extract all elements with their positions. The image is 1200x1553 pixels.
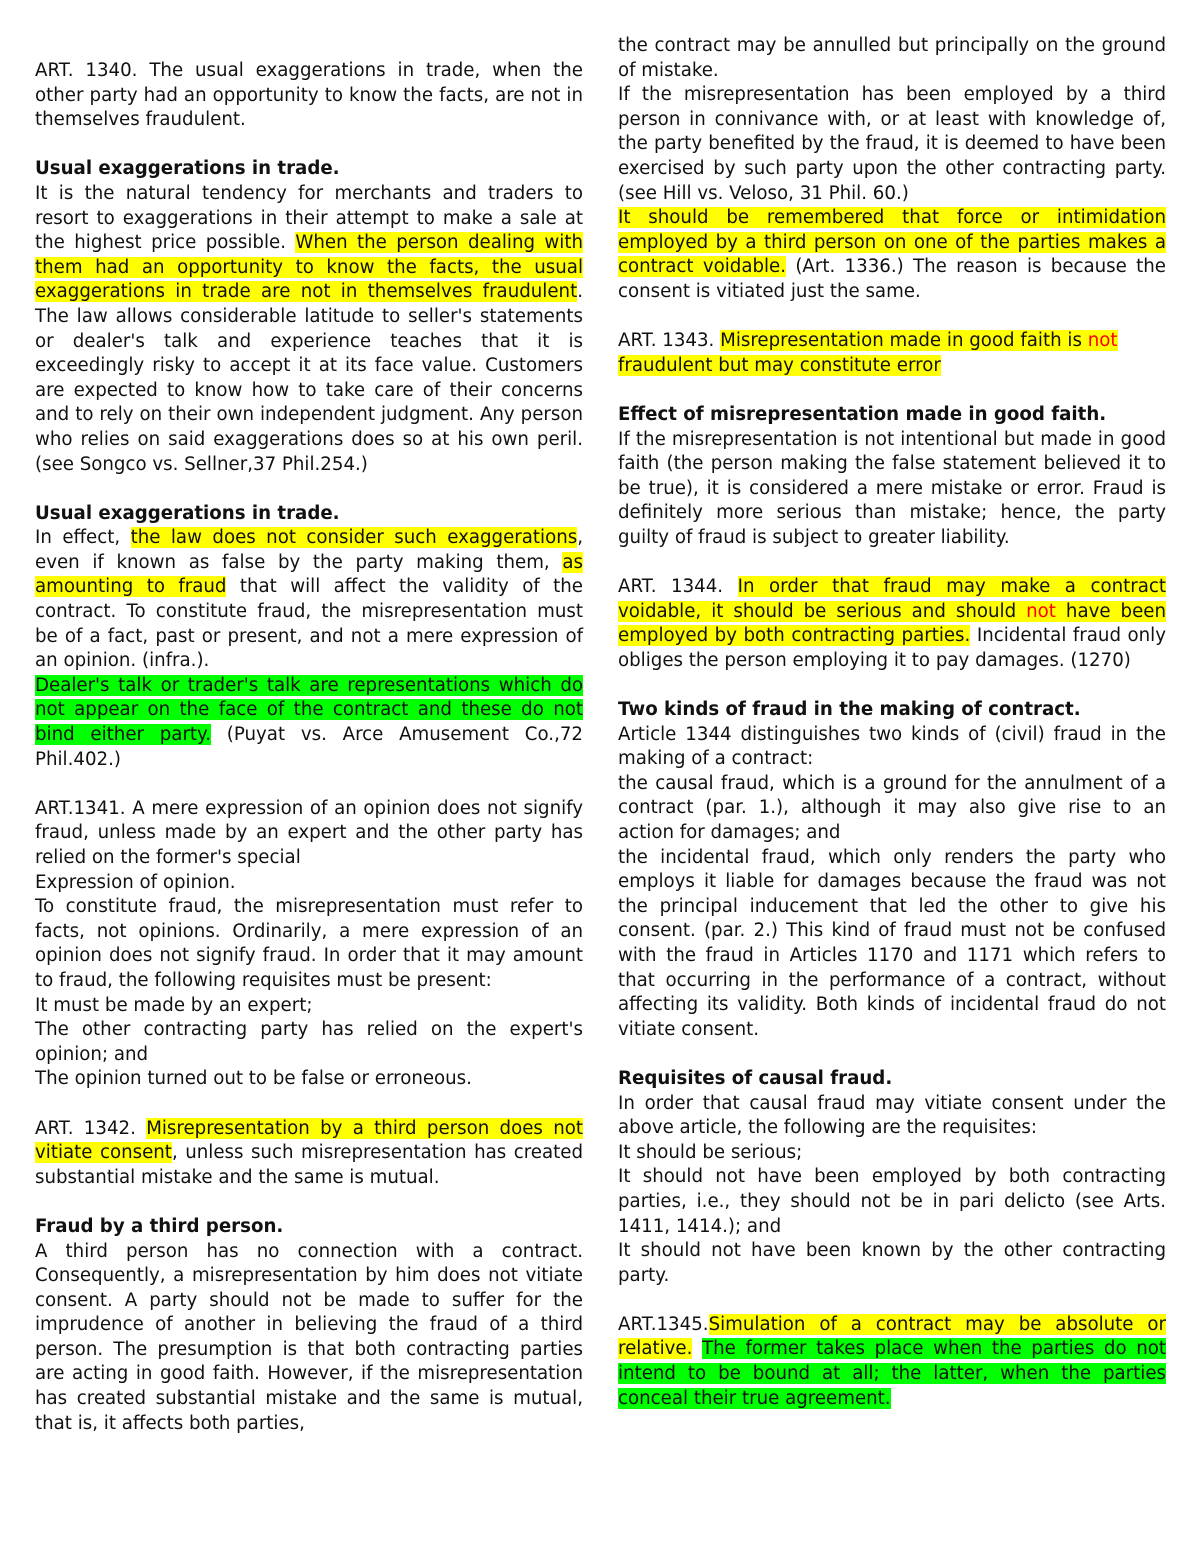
requisite-item: The other contracting party has relied on the expert's opinion; and (35, 1019, 583, 1065)
art-1345-text (618, 1313, 1166, 1411)
yellow-highlight: Misrepresentation made in good faith is (720, 330, 1088, 352)
text-run: It is the natural tendency for merchants and traders to resort to exaggerations in their attempt to make a sale at the highest price possible. (35, 182, 583, 254)
paragraph-force-intimidation (618, 206, 1166, 304)
heading-effect-good-faith: Effect of misrepresentation made in good faith. (618, 403, 1107, 425)
yellow-highlight: Simulation of a contract may be absolute or relative. (618, 1313, 1166, 1360)
heading-fraud-by-third-person: Fraud by a third person. (35, 1215, 284, 1237)
text-run: , unless such misrepresentation has created substantial mistake and the same is mutual. (35, 1142, 583, 1188)
text-run (692, 1338, 702, 1359)
paragraph-third-person: A third person has no connection with a contract. Consequently, a misrepresentation by him does not vitiate consent. A party should not be made to suffer for the imprudence of another in believing the fraud of a third person. The presumption is that both contracting parties are acting in good faith. However, if the misrepresentation has created substantial mistake and the same is mutual, that is, it affects both parties, (35, 1240, 583, 1434)
green-highlight: Dealer's talk or trader's talk are representations which do not appear on the face of the contract and these do not bind either party. (35, 674, 583, 746)
paragraph-constitute-fraud: To constitute fraud, the misrepresentation must refer to facts, not opinions. Ordinarily, a mere expression of an opinion does not signify fraud. In order that it may amount to fraud, the following requisites must be present: (35, 896, 583, 991)
requisite-item: It should be serious; (618, 1141, 803, 1163)
paragraph-dealers-talk (35, 674, 583, 772)
art-1340-text: ART. 1340. The usual exaggerations in trade, when the other party had an opportunity to know the facts, are not in themselves fraudulent. (35, 60, 583, 131)
red-emphasis: not (1087, 330, 1118, 352)
text-run: (Art. 1336.) The reason is because the consent is vitiated just the same. (618, 256, 1166, 302)
right-column (618, 0, 1166, 1411)
yellow-highlight: the law does not consider such exaggerations (130, 527, 578, 549)
requisite-item: It must be made by an expert; (35, 994, 313, 1016)
text-run: ART. 1342. (35, 1117, 147, 1139)
yellow-highlight: In order that fraud may make a contract voidable, it should be serious and should (618, 576, 1166, 622)
heading-requisites-causal-fraud: Requisites of causal fraud. (618, 1067, 893, 1089)
heading-usual-exaggerations: Usual exaggerations in trade. (35, 158, 340, 180)
text-run: . The law allows considerable latitude to seller's statements or dealer's talk and experience teaches that it is exceedingly risky to accept it at its face value. Customers are expected to know how to take care of their concerns and to rely on their own independent judgment. Any person who relies on said exaggerations does so at his own peril. (see Songco vs. Sellner,37 Phil.254.) (35, 281, 583, 475)
paragraph-connivance: If the misrepresentation has been employed by a third person in connivance with, or at least with knowledge of, the party benefited by the fraud, it is deemed to have been exercised by such party upon the other contracting party. (see Hill vs. Veloso, 31 Phil. 60.) (618, 84, 1166, 204)
text-run: Incidental fraud only obliges the person employing it to pay damages. (1270) (618, 625, 1166, 671)
yellow-highlight: have been employed by both contracting parties. (618, 600, 1166, 647)
art-1341-text: ART.1341. A mere expression of an opinion does not signify fraud, unless made by an expert and the other party has relied on the former's special (35, 797, 583, 868)
paragraph-natural-tendency (35, 182, 583, 477)
heading-usual-exaggerations-2: Usual exaggerations in trade. (35, 502, 340, 524)
requisite-item: It should not have been known by the other contracting party. (618, 1240, 1166, 1286)
text-run: (Puyat vs. Arce Amusement Co.,72 Phil.402.) (35, 724, 583, 770)
text-run: In effect, (35, 527, 131, 549)
yellow-highlight: It should be remembered that force or intimidation employed by a third person on one of the parties makes a contract voidable. (618, 207, 1166, 278)
yellow-highlight: as amounting to fraud (35, 551, 583, 598)
yellow-highlight: fraudulent but may constitute error (618, 354, 941, 376)
red-emphasis: not (1026, 600, 1056, 622)
art-1342-text (35, 1117, 583, 1191)
green-highlight: The former takes place when the parties do not intend to be bound at all; the latter, when the parties conceal their true agreement. (618, 1338, 1166, 1409)
yellow-highlight: When the person dealing with them had an opportunity to know the facts, the usual exaggerations in trade are not in themselves fraudulent (35, 232, 583, 303)
left-column (35, 0, 583, 1436)
yellow-highlight: Misrepresentation by a third person does not vitiate consent (35, 1117, 583, 1164)
requisite-item: It should not have been employed by both contracting parties, i.e., they should not be in pari delicto (see Arts. 1411, 1414.); and (618, 1166, 1166, 1237)
requisite-item: The opinion turned out to be false or erroneous. (35, 1068, 472, 1090)
paragraph-good-faith: If the misrepresentation is not intentional but made in good faith (the person making the false statement believed it to be true), it is considered a mere mistake or error. Fraud is definitely more serious than mistake; hence, the party guilty of fraud is subject to greater liability. (618, 428, 1166, 548)
art-1344-text (618, 575, 1166, 673)
art-1343-text (618, 329, 1166, 378)
paragraph-annulled: the contract may be annulled but principally on the ground of mistake. (618, 35, 1166, 81)
paragraph-article-1344: Article 1344 distinguishes two kinds of (civil) fraud in the making of a contract: (618, 723, 1166, 770)
text-run: ART.1345. (618, 1313, 709, 1335)
subheading-expression-of-opinion: Expression of opinion. (35, 871, 236, 893)
text-run: ART. 1343. (618, 330, 721, 352)
text-run: that will affect the validity of the contract. To constitute fraud, the misrepresentation must be of a fact, past or present, and not a mere expression of an opinion. (infra.). (35, 576, 583, 672)
text-run: ART. 1344. (618, 576, 738, 598)
paragraph-requisites-intro: In order that causal fraud may vitiate consent under the above article, the following are the requisites: (618, 1092, 1166, 1139)
text-run: , even if known as false by the party making them, (35, 527, 583, 573)
paragraph-incidental-fraud: the incidental fraud, which only renders the party who employs it liable for damages because the fraud was not the principal inducement that led the other to give his consent. (par. 2.) This kind of fraud must not be confused with the fraud in Articles 1170 and 1171 which refers to that occurring in the performance of a contract, without affecting its validity. Both kinds of incidental fraud do not vitiate consent. (618, 846, 1166, 1040)
paragraph-in-effect (35, 526, 583, 674)
heading-two-kinds-of-fraud: Two kinds of fraud in the making of contract. (618, 699, 1081, 721)
paragraph-causal-fraud: the causal fraud, which is a ground for the annulment of a contract (par. 1.), although it may also give rise to an action for damages; and (618, 772, 1166, 843)
